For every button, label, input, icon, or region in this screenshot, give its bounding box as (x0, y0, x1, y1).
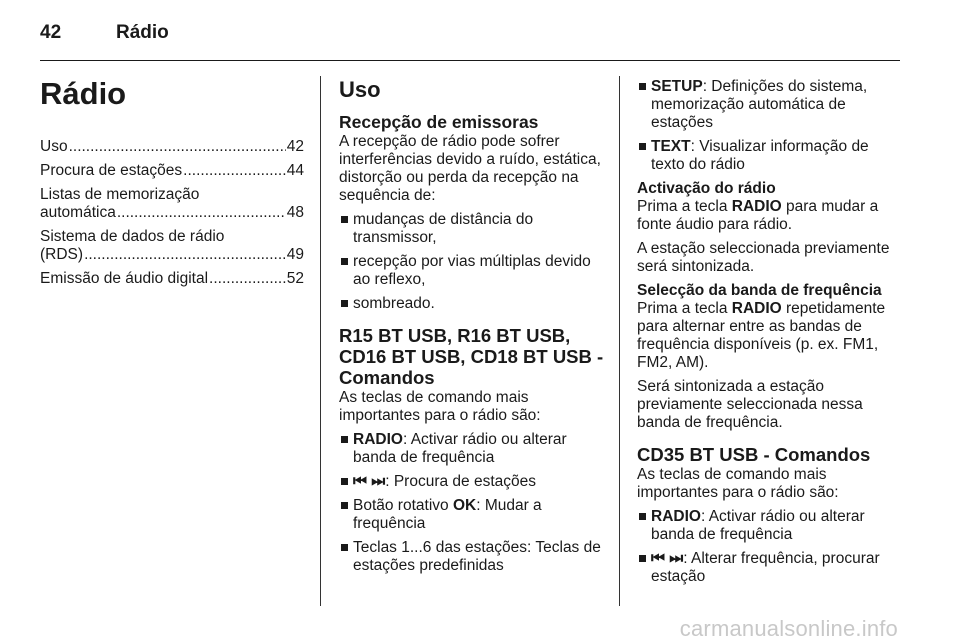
activation-text: Prima a tecla RADIO para mudar a fonte áudio para rádio. (637, 198, 879, 233)
watermark: carmanualsonline.info (679, 616, 898, 641)
controls-list (339, 431, 605, 575)
controls-intro: As teclas de comando mais importantes para o rádio são: (339, 389, 541, 424)
list-item: sombreado. (339, 295, 605, 313)
reception-intro: A recepção de rádio pode sofrer interferências devido a ruído, estática, distorção ou perda da recepção na sequência de: (339, 133, 601, 204)
activation-note: A estação seleccionada previamente será sintonizada. (637, 240, 890, 275)
list-item: RADIO: Activar rádio ou alterar banda de frequência (637, 508, 903, 544)
running-header-title: Rádio (116, 22, 169, 43)
reception-heading: Recepção de emissoras (339, 112, 539, 132)
activation-heading: Activação do rádio (637, 180, 776, 197)
list-item: ⏮ ⏭: Alterar frequência, procurar estação (637, 550, 903, 586)
section-title: Uso (339, 77, 381, 102)
list-item: Teclas 1...6 das estações: Teclas de estações predefinidas (339, 539, 605, 575)
cd35-heading: CD35 BT USB - Comandos (637, 444, 871, 465)
toc-entry-rds[interactable]: Sistema de dados de rádio (RDS) ..... 49 (40, 228, 304, 264)
column-right (637, 72, 903, 592)
seek-icons: ⏮ ⏭ (353, 473, 386, 490)
column-uso (339, 72, 605, 581)
list-item: mudanças de distância do transmissor, (339, 211, 605, 247)
header-rule (40, 60, 900, 61)
list-item: ⏮ ⏭: Procura de estações (339, 473, 605, 491)
column-divider-2 (619, 76, 620, 606)
list-item: TEXT: Visualizar informação de texto do rádio (637, 138, 903, 174)
band-text: Prima a tecla RADIO repetidamente para alternar entre as bandas de frequência disponíveis (p. ex. FM1, FM2, AM). (637, 300, 886, 371)
band-heading: Selecção da banda de frequência (637, 282, 882, 299)
list-item: Botão rotativo OK: Mudar a frequência (339, 497, 605, 533)
controls-heading: R15 BT USB, R16 BT USB, CD16 BT USB, CD18 BT USB - Comandos (339, 325, 604, 388)
band-note: Será sintonizada a estação previamente seleccionada nessa banda de frequência. (637, 378, 863, 431)
toc-entry-uso[interactable]: Uso ..... 42 (40, 138, 304, 156)
list-item: SETUP: Definições do sistema, memorização automática de estações (637, 78, 903, 132)
page-number: 42 (40, 22, 62, 43)
settings-list (637, 78, 903, 174)
seek-icons: ⏮ ⏭ (651, 550, 684, 567)
toc-entry-listas[interactable]: Listas de memorização automática ..... 48 (40, 186, 304, 222)
cd35-intro: As teclas de comando mais importantes para o rádio são: (637, 466, 839, 501)
cd35-list (637, 508, 903, 586)
column-divider-1 (320, 76, 321, 606)
toc-entry-procura[interactable]: Procura de estações ..... 44 (40, 162, 304, 180)
list-item: recepção por vias múltiplas devido ao reflexo, (339, 253, 605, 289)
column-toc (40, 72, 304, 294)
reception-list (339, 211, 605, 313)
toc-entry-dab[interactable]: Emissão de áudio digital ..... 52 (40, 270, 304, 288)
chapter-title: Rádio (40, 76, 127, 111)
list-item: RADIO: Activar rádio ou alterar banda de frequência (339, 431, 605, 467)
